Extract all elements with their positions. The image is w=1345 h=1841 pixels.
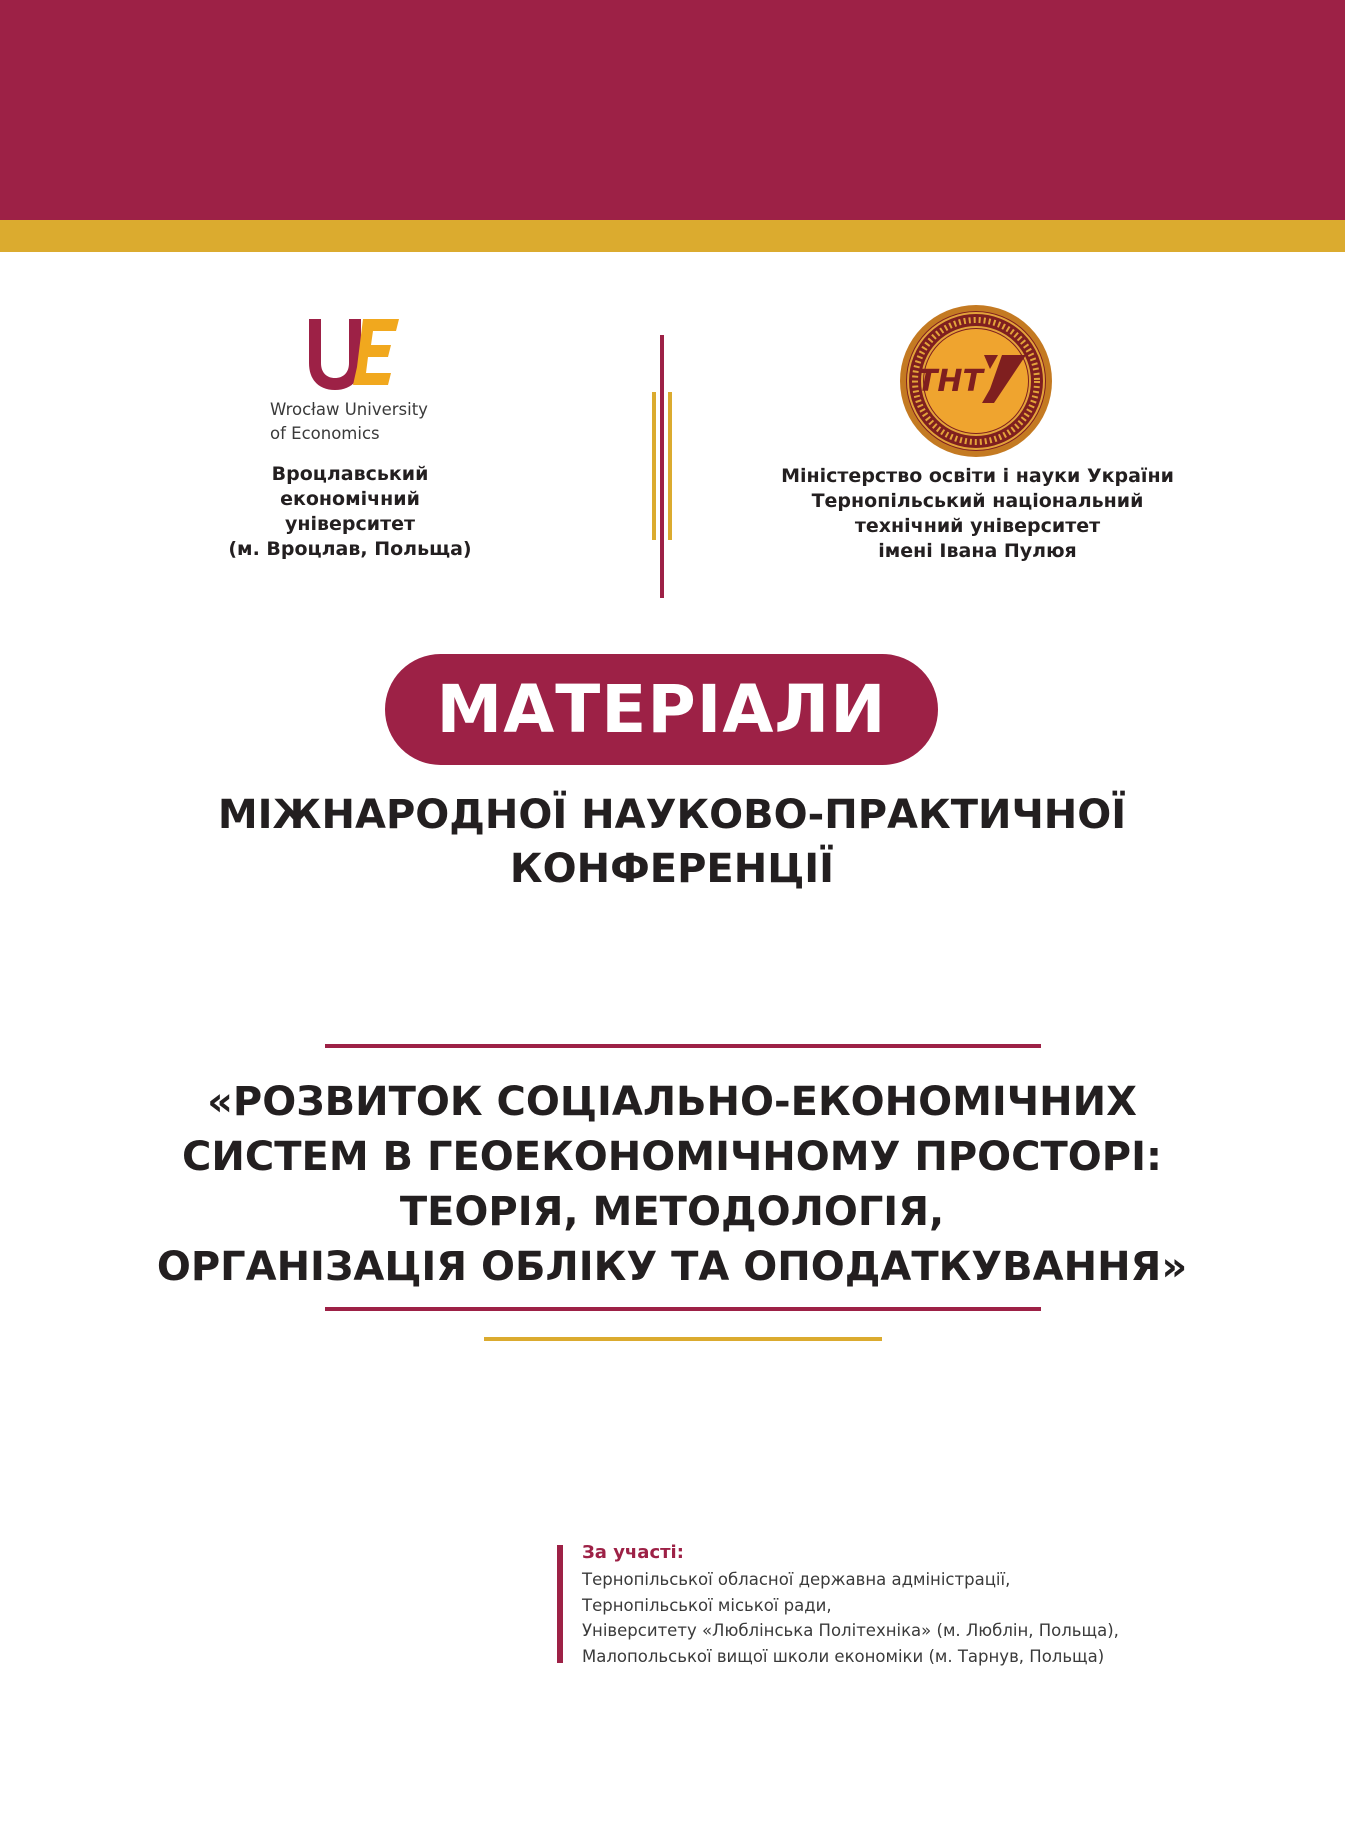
participation-item: Тернопільської міської ради, (582, 1595, 832, 1615)
theme-bottom-rule (325, 1307, 1041, 1311)
tntu-name-line: Тернопільський національний (811, 490, 1144, 512)
theme-line: ОРГАНІЗАЦІЯ ОБЛІКУ ТА ОПОДАТКУВАННЯ» (156, 1244, 1188, 1290)
subtitle-line: МІЖНАРОДНОЇ НАУКОВО-ПРАКТИЧНОЇ (217, 792, 1127, 838)
wroclaw-university-logo-icon (305, 315, 401, 391)
tntu-name-uk (740, 464, 1215, 564)
ue-name-en-line: of Economics (270, 424, 380, 443)
logo-divider (660, 335, 664, 598)
tntu-name-line: імені Івана Пулюя (878, 540, 1077, 562)
participation-item: Тернопільської обласної державна адміністрації, (582, 1570, 1011, 1589)
header-band (0, 0, 1345, 220)
wroclaw-university-name-en (270, 398, 428, 446)
participation-accent-bar (557, 1545, 563, 1663)
subtitle-line: КОНФЕРЕНЦІЇ (509, 846, 835, 892)
tntu-name-line: технічний університет (854, 515, 1101, 537)
theme-line: СИСТЕМ В ГЕОЕКОНОМІЧНОМУ ПРОСТОРІ: (182, 1134, 1162, 1180)
header-accent-band (0, 220, 1345, 252)
conference-theme (72, 1075, 1272, 1295)
page-title: МАТЕРІАЛИ (436, 671, 887, 748)
participation-list (582, 1567, 1119, 1669)
ue-name-en-line: Wrocław University (270, 400, 428, 419)
title-badge (385, 654, 938, 765)
ue-name-uk-line: економічний (280, 488, 420, 510)
tntu-name-line: Міністерство освіти і науки України (781, 465, 1174, 487)
participation-item: Університету «Люблінська Політехніка» (м. Люблін, Польща), (582, 1621, 1119, 1640)
participation-item: Малопольської вищої школи економіки (м. Тарнув, Польща) (582, 1646, 1105, 1666)
theme-accent-rule (484, 1337, 882, 1341)
ue-name-uk-line: (м. Вроцлав, Польща) (228, 538, 472, 560)
wroclaw-university-name-uk (210, 462, 490, 562)
tntu-seal-logo-icon (898, 303, 1054, 459)
conference-subtitle (72, 788, 1272, 896)
tntu-logo-letters: ТНТ (916, 364, 984, 399)
theme-line: «РОЗВИТОК СОЦІАЛЬНО-ЕКОНОМІЧНИХ (207, 1079, 1137, 1125)
theme-line: ТЕОРІЯ, МЕТОДОЛОГІЯ, (399, 1189, 945, 1235)
ue-name-uk-line: Вроцлавський (271, 463, 429, 485)
ue-name-uk-line: університет (284, 513, 416, 535)
logo-divider-gold-right (668, 392, 672, 540)
logo-divider-gold-left (652, 392, 656, 540)
theme-top-rule (325, 1044, 1041, 1048)
participation-heading: За участі: (582, 1542, 684, 1563)
